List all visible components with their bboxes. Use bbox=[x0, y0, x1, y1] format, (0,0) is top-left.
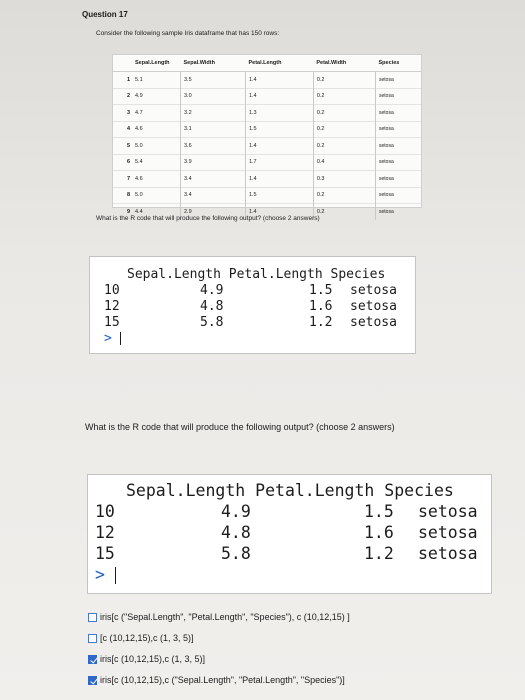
cell-species: setosa bbox=[376, 121, 421, 138]
cell-petal-length: 1.5 bbox=[245, 187, 313, 204]
dataframe-image bbox=[112, 54, 422, 215]
console-header: Sepal.Length Petal.Length Species bbox=[126, 481, 454, 500]
col-header-petal-length: Petal.Length bbox=[245, 55, 313, 72]
cell-petal-length: 1.3 bbox=[245, 105, 313, 122]
row-number: 7 bbox=[113, 171, 132, 188]
dataframe-row bbox=[113, 171, 421, 188]
row-number: 6 bbox=[113, 154, 132, 171]
answer-option[interactable] bbox=[88, 633, 350, 654]
console-cell-sepal-length: 4.9 bbox=[221, 502, 251, 521]
cell-petal-length: 1.7 bbox=[245, 154, 313, 171]
cell-petal-width: 0.4 bbox=[313, 154, 375, 171]
dataframe-row bbox=[113, 154, 421, 171]
col-header-petal-width: Petal.Width bbox=[313, 55, 375, 72]
cell-petal-width: 0.2 bbox=[313, 121, 375, 138]
cell-sepal-width: 3.4 bbox=[181, 171, 246, 188]
dataframe-row bbox=[113, 105, 421, 122]
question-prompt: Consider the following sample Iris dataframe that has 150 rows: bbox=[96, 30, 280, 37]
console-row-number: 12 bbox=[95, 523, 115, 542]
console-prompt[interactable] bbox=[104, 331, 121, 346]
console-output-large bbox=[87, 474, 492, 594]
row-number: 3 bbox=[113, 105, 132, 122]
console-cell-sepal-length: 4.9 bbox=[200, 283, 224, 298]
cell-sepal-width: 3.2 bbox=[181, 105, 246, 122]
answer-option[interactable] bbox=[88, 612, 350, 633]
console-cell-species: setosa bbox=[418, 523, 478, 542]
cell-petal-width: 0.2 bbox=[313, 72, 375, 89]
text-cursor bbox=[115, 567, 117, 584]
row-number: 2 bbox=[113, 88, 132, 105]
console-prompt[interactable] bbox=[95, 565, 116, 584]
cell-species: setosa bbox=[376, 154, 421, 171]
cell-petal-width: 0.2 bbox=[313, 138, 375, 155]
cell-species: setosa bbox=[376, 171, 421, 188]
cell-sepal-width: 3.6 bbox=[181, 138, 246, 155]
dataframe-row bbox=[113, 187, 421, 204]
prompt-symbol: > bbox=[95, 565, 105, 584]
answer-options bbox=[88, 612, 350, 696]
cell-petal-length: 1.4 bbox=[245, 72, 313, 89]
cell-sepal-length: 5.0 bbox=[132, 187, 181, 204]
col-header-sepal-length: Sepal.Length bbox=[132, 55, 181, 72]
dataframe-row bbox=[113, 121, 421, 138]
row-number: 5 bbox=[113, 138, 132, 155]
cell-sepal-length: 4.6 bbox=[132, 171, 181, 188]
console-cell-sepal-length: 5.8 bbox=[221, 544, 251, 563]
cell-sepal-length: 4.7 bbox=[132, 105, 181, 122]
cell-sepal-width: 2.9 bbox=[181, 204, 246, 220]
cell-petal-length: 1.4 bbox=[245, 204, 313, 220]
cell-sepal-width: 3.4 bbox=[181, 187, 246, 204]
console-cell-sepal-length: 4.8 bbox=[221, 523, 251, 542]
row-number: 8 bbox=[113, 187, 132, 204]
cell-sepal-length: 5.1 bbox=[132, 72, 181, 89]
cell-sepal-width: 3.9 bbox=[181, 154, 246, 171]
cell-species: setosa bbox=[376, 105, 421, 122]
console-header: Sepal.Length Petal.Length Species bbox=[127, 267, 386, 282]
console-row-number: 15 bbox=[95, 544, 115, 563]
row-number: 9 bbox=[113, 204, 132, 220]
console-row-number: 10 bbox=[95, 502, 115, 521]
dataframe-row bbox=[113, 138, 421, 155]
console-row-number: 15 bbox=[104, 315, 120, 330]
cell-sepal-length: 5.0 bbox=[132, 138, 181, 155]
console-cell-sepal-length: 5.8 bbox=[200, 315, 224, 330]
question-title: Question 17 bbox=[82, 10, 128, 19]
dataframe-row bbox=[113, 88, 421, 105]
cell-petal-width: 0.2 bbox=[313, 105, 375, 122]
console-cell-petal-length: 1.2 bbox=[309, 315, 333, 330]
cell-petal-width: 0.2 bbox=[313, 187, 375, 204]
cell-sepal-length: 4.6 bbox=[132, 121, 181, 138]
console-cell-species: setosa bbox=[350, 315, 397, 330]
checkbox-unchecked[interactable] bbox=[88, 634, 97, 643]
cell-species: setosa bbox=[376, 187, 421, 204]
console-cell-petal-length: 1.2 bbox=[364, 544, 394, 563]
answer-option[interactable] bbox=[88, 675, 350, 696]
corner-cell bbox=[113, 55, 132, 72]
checkbox-checked[interactable] bbox=[88, 655, 97, 664]
cell-species: setosa bbox=[376, 204, 421, 220]
answer-label: iris[c (10,12,15),c ("Sepal.Length", "Petal.Length", "Species")] bbox=[100, 675, 345, 685]
answer-label: iris[c ("Sepal.Length", "Petal.Length", "Species"), c (10,12,15) ] bbox=[100, 612, 350, 622]
row-number: 4 bbox=[113, 121, 132, 138]
col-header-species: Species bbox=[376, 55, 421, 72]
console-cell-petal-length: 1.5 bbox=[309, 283, 333, 298]
dataframe-header-row bbox=[113, 55, 421, 72]
cell-petal-length: 1.4 bbox=[245, 88, 313, 105]
cell-petal-width: 0.2 bbox=[313, 204, 375, 220]
answer-label: [c (10,12,15),c (1, 3, 5)] bbox=[100, 633, 194, 643]
cell-sepal-length: 4.4 bbox=[132, 204, 181, 220]
cell-petal-length: 1.4 bbox=[245, 138, 313, 155]
console-cell-sepal-length: 4.8 bbox=[200, 299, 224, 314]
console-cell-species: setosa bbox=[418, 502, 478, 521]
cell-species: setosa bbox=[376, 88, 421, 105]
cell-sepal-length: 5.4 bbox=[132, 154, 181, 171]
console-cell-species: setosa bbox=[350, 299, 397, 314]
cell-sepal-width: 3.1 bbox=[181, 121, 246, 138]
console-cell-species: setosa bbox=[350, 283, 397, 298]
cell-petal-width: 0.2 bbox=[313, 88, 375, 105]
cell-sepal-width: 3.5 bbox=[181, 72, 246, 89]
console-cell-petal-length: 1.6 bbox=[364, 523, 394, 542]
dataframe-row bbox=[113, 72, 421, 89]
console-cell-petal-length: 1.6 bbox=[309, 299, 333, 314]
cell-species: setosa bbox=[376, 138, 421, 155]
sub-prompt: What is the R code that will produce the following output? (choose 2 answers) bbox=[85, 422, 395, 432]
checkbox-checked[interactable] bbox=[88, 676, 97, 685]
dataframe-table bbox=[113, 55, 421, 220]
answer-option[interactable] bbox=[88, 654, 350, 675]
answer-label: iris[c (10,12,15),c (1, 3, 5)] bbox=[100, 654, 206, 664]
checkbox-unchecked[interactable] bbox=[88, 613, 97, 622]
cell-species: setosa bbox=[376, 72, 421, 89]
cell-petal-length: 1.5 bbox=[245, 121, 313, 138]
console-row-number: 10 bbox=[104, 283, 120, 298]
cell-petal-length: 1.4 bbox=[245, 171, 313, 188]
cell-petal-width: 0.3 bbox=[313, 171, 375, 188]
cell-sepal-length: 4.9 bbox=[132, 88, 181, 105]
console-cell-species: setosa bbox=[418, 544, 478, 563]
console-cell-petal-length: 1.5 bbox=[364, 502, 394, 521]
text-cursor bbox=[120, 332, 122, 345]
cell-sepal-width: 3.0 bbox=[181, 88, 246, 105]
col-header-sepal-width: Sepal.Width bbox=[181, 55, 246, 72]
console-output-small bbox=[89, 256, 416, 354]
sub-prompt-small: What is the R code that will produce the following output? (choose 2 answers) bbox=[96, 215, 320, 222]
prompt-symbol: > bbox=[104, 331, 112, 346]
console-row-number: 12 bbox=[104, 299, 120, 314]
row-number: 1 bbox=[113, 72, 132, 89]
